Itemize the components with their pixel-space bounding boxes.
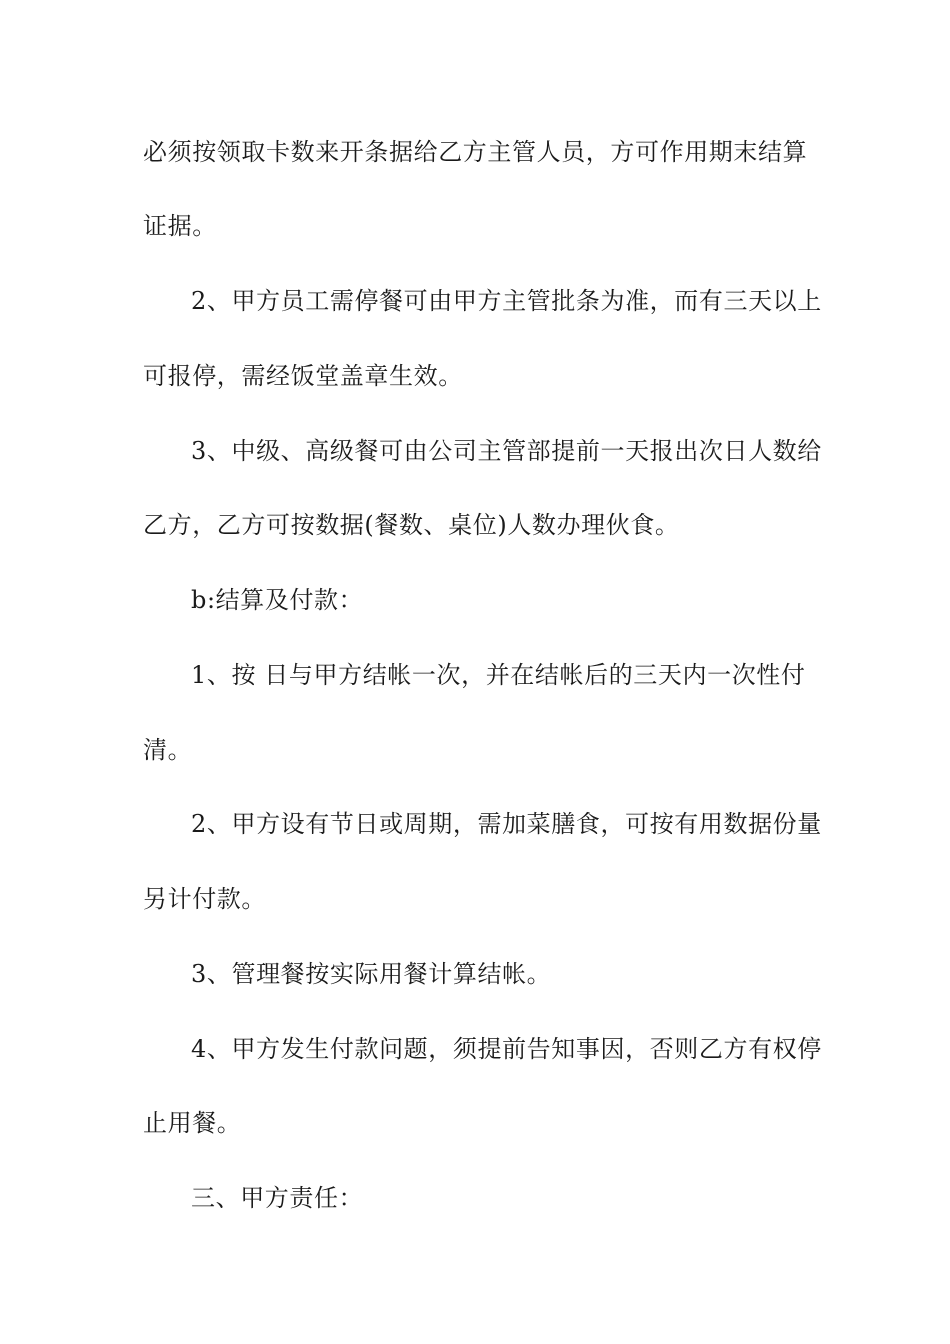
section-heading: 三、甲方责任： [191,1184,364,1212]
paragraph-line: 3、中级、高级餐可由公司主管部提前一天报出次日人数给 [191,437,822,465]
paragraph-line: 证据。 [143,212,217,240]
paragraph-line: 可报停，需经饭堂盖章生效。 [143,362,463,390]
section-heading: b:结算及付款： [191,586,364,614]
paragraph-line: 另计付款。 [143,885,266,913]
paragraph-line: 3、管理餐按实际用餐计算结帐。 [191,960,552,988]
paragraph-line: 4、甲方发生付款问题，须提前告知事因，否则乙方有权停 [191,1035,822,1063]
paragraph-line: 必须按领取卡数来开条据给乙方主管人员，方可作用期末结算 [143,138,808,166]
paragraph-line: 清。 [143,736,193,764]
paragraph-line: 止用餐。 [143,1109,242,1137]
paragraph-line: 乙方，乙方可按数据(餐数、桌位)人数办理伙食。 [143,511,680,539]
paragraph-line: 2、甲方设有节日或周期，需加菜膳食，可按有用数据份量 [191,810,822,838]
paragraph-line: 2、甲方员工需停餐可由甲方主管批条为准，而有三天以上 [191,287,822,315]
paragraph-line: 1、按 日与甲方结帐一次，并在结帐后的三天内一次性付 [191,661,806,689]
